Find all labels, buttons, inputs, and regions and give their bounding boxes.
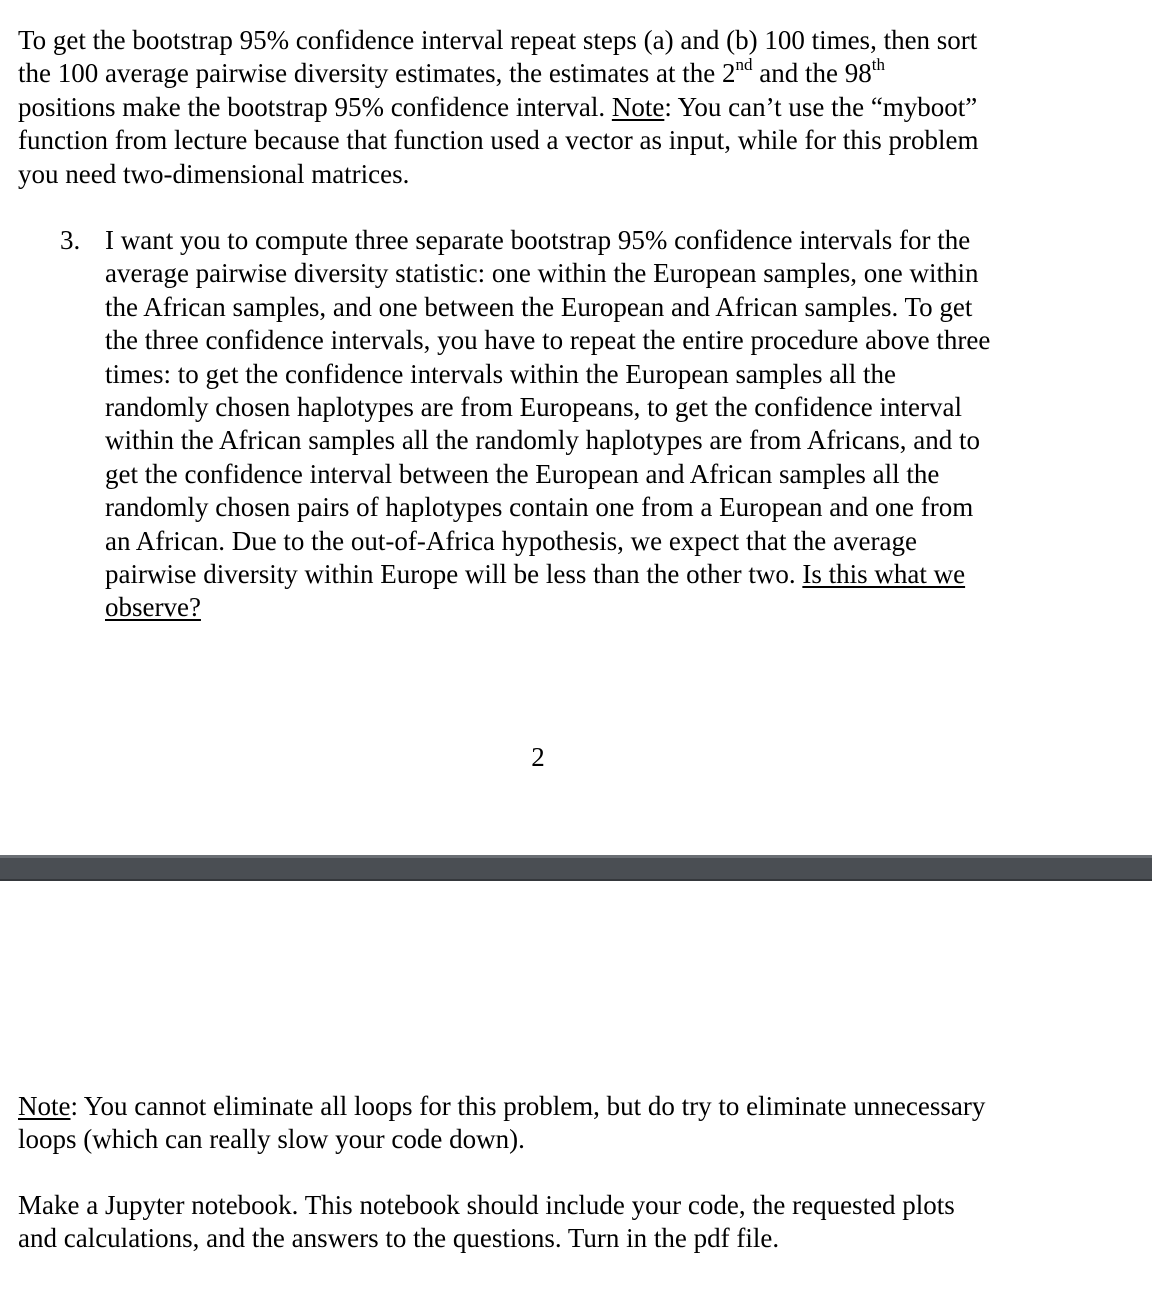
ordinal-superscript: th <box>871 55 885 75</box>
paragraph-line <box>18 91 978 124</box>
paragraph-line <box>18 1090 985 1123</box>
list-item-line: average pairwise diversity statistic: one within the European samples, one within <box>105 258 979 289</box>
list-item-number: 3. <box>60 225 81 255</box>
note-label: Note <box>611 91 665 122</box>
loops-note-paragraph <box>18 1090 985 1157</box>
page-number: 2 <box>531 742 545 772</box>
paragraph-line: Make a Jupyter notebook. This notebook should include your code, the requested plots <box>18 1190 955 1220</box>
list-item-line: I want you to compute three separate bootstrap 95% confidence intervals for the <box>105 225 971 255</box>
list-item-line: within the African samples all the randomly haplotypes are from Africans, and to <box>105 425 981 456</box>
paragraph-line: loops (which can really slow your code down). <box>18 1124 525 1155</box>
text-run: the 100 average pairwise diversity estimates, the estimates at the 2 <box>18 58 736 89</box>
question-underlined: observe? <box>105 592 201 623</box>
list-item-line: get the confidence interval between the European and African samples all the <box>105 458 940 489</box>
note-label: Note <box>18 1091 71 1121</box>
paragraph-line <box>18 57 978 90</box>
list-item-line: an African. Due to the out-of-Africa hypothesis, we expect that the average <box>105 525 917 556</box>
bootstrap-instructions-paragraph <box>18 24 978 191</box>
submission-instructions-paragraph <box>18 1189 955 1256</box>
list-item-line <box>105 558 990 591</box>
paragraph-line: you need two-dimensional matrices. <box>18 158 410 189</box>
text-run: positions make the bootstrap 95% confidence interval. <box>18 91 612 122</box>
paragraph-line: and calculations, and the answers to the questions. Turn in the pdf file. <box>18 1223 780 1254</box>
ordinal-superscript: nd <box>735 55 753 75</box>
list-item-line: times: to get the confidence intervals within the European samples all the <box>105 358 897 389</box>
paragraph-line: function from lecture because that function used a vector as input, while for this problem <box>18 125 979 156</box>
list-item-line <box>105 591 990 624</box>
text-run: pairwise diversity within Europe will be less than the other two. <box>105 559 803 590</box>
paragraph-line: To get the bootstrap 95% confidence interval repeat steps (a) and (b) 100 times, then sort <box>18 25 978 55</box>
list-item-line: randomly chosen pairs of haplotypes contain one from a European and one from <box>105 492 974 523</box>
text-run: : You cannot eliminate all loops for this problem, but do try to eliminate unnecessary <box>70 1091 986 1121</box>
question-underlined: Is this what we <box>802 559 966 590</box>
list-item-line: the three confidence intervals, you have to repeat the entire procedure above three <box>105 325 991 356</box>
list-item-line: the African samples, and one between the European and African samples. To get <box>105 291 973 322</box>
list-item-body <box>105 224 990 625</box>
list-item-line: randomly chosen haplotypes are from Europeans, to get the confidence interval <box>105 392 962 423</box>
text-run: : You can’t use the “myboot” <box>664 91 978 122</box>
text-run: and the 98 <box>752 58 872 89</box>
page-divider <box>0 855 1152 881</box>
